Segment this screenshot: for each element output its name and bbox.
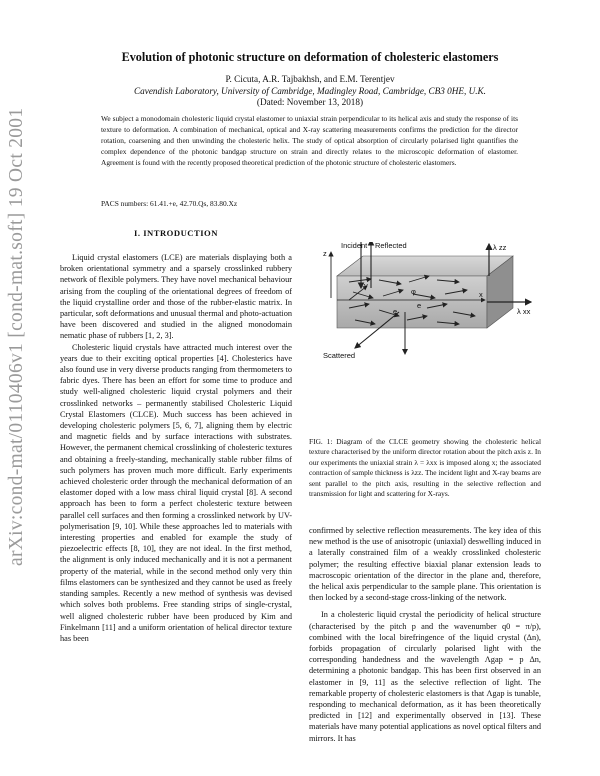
label-ek: e [393,307,398,316]
abstract: We subject a monodomain cholesteric liquid crystal elastomer to uniaxial strain perpendicular to its helical axis and study the response of its texture to deformation. A combination of mechanical, optical and X-ray scattering measurements confirms the prediction for the director rotation, coarsening and then unwinding the cholesteric helix. The study of optical absorption of circularly polarised light quantifies the complex dependence of the photonic bandgap structure on strain and directly relates to the microscopic deformation of elastomer. Agreement is found with the recently proposed theoretical prediction of the photonic structure of cholesteric elastomers. [101,114,518,167]
figure-caption: FIG. 1: Diagram of the CLCE geometry showing the cholesteric helical texture characterised by the uniform director rotation about the pitch axis z. In our experiments the uniaxial strain λ = λxx is imposed along x; the associated contraction of sample thickness is λzz. The incident light and X-ray beams are sent parallel to the pitch axis, resulting in the selective reflection and transmission for light and scattering for X-rays. [309,437,541,499]
label-ez: e [417,301,422,310]
label-y: y [364,281,368,290]
right-column [309,525,541,744]
authors: P. Cicuta, A.R. Tajbakhsh, and E.M. Terentjev [225,74,395,84]
label-incident: Incident [341,242,368,250]
left-column [60,252,292,644]
arxiv-stamp-text: arXiv:cond-mat/0110406v1 [cond-mat.soft] 19 Oct 2001 [6,107,27,566]
figure-clce-geometry [309,242,541,430]
label-reflected: Reflected [375,242,407,250]
label-phi: φ [411,287,416,296]
label-x: x [479,290,483,299]
paragraph: In a cholesteric liquid crystal the periodicity of helical structure (characterised by the pitch p and the wavenumber q0 = π/p), combined with the local birefringence of the liquid crystal (Δn), forbids propagation of circularly polarised light with the corresponding handedness and the wavelength Λgap = p Δn, determining a photonic bandgap. This has been first observed in an elastomer in [9, 11] as the selective reflection of light. The remarkable property of cholesteric elastomers is that Λgap is tunable, responding to mechanical deformation, as it has been theoretically predicted in [12] and experimentally observed in [13]. These materials have many potential applications as novel optical filters and mirrors. It has [309,610,541,743]
label-lambda-xx: λ xx [517,307,531,316]
paragraph: Liquid crystal elastomers (LCE) are materials displaying both a broken orientational symmetry and a sparsely crosslinked rubbery network of flexible polymers. They have novel mechanical behaviour arising from the coupling of the orientational degrees of freedom of the liquid crystalline order and those of the rubber-elastic matrix. In particular, soft deformations and unusual thermal and photo-actuation have been discovered and studied in the aligned monodomain nematic phase of rubbers [1, 2, 3]. [60,253,292,341]
author-block [60,74,560,109]
slab-top-face [337,256,513,276]
label-scattered: Scattered [323,351,356,360]
slab-front-face [337,276,487,328]
section-heading: I. INTRODUCTION [134,228,218,238]
arxiv-stamp [2,107,32,580]
date-line: (Dated: November 13, 2018) [256,97,364,107]
paragraph: Cholesteric liquid crystals have attracted much interest over the years due to their exciting optical properties [4]. Cholesterics have also found use in very diverse products ranging from thermometers to fabric dyes. There has been an effort for some time to produce and study well-aligned cholesteric liquid crystal polymers and their crosslinked networks – permanently stabilised Cholesteric Liquid Crystal Elastomers (CLCE). Much success has been achieved in developing cholesteric polymers [5, 6, 7], aligning them by electric and magnetic fields and by surface interactions with substrates. However, the permanent chemical crosslinking of cholesteric textures and obtaining a freely-standing, mechanically stable rubber films of such polymers has proven much more difficult. Early experiments achieved cholesteric order through the mechanical deformation of an elastomer doped with a low mass chiral liquid crystal [8]. A second approach has been to form a perfect cholesteric texture between parallel cell surfaces and then forming a crosslinked network by UV-polymerisation [9, 10]. While these approaches led to materials with interesting properties and enabled for example the study of piezoelectric effects [8, 10], they are not ideal. In the first method, the alignment is only induced mechanically and it is not a permanent property of the material, while in the second method only very thin films elastomers can be synthesized and they cannot be used as freely standing samples. Recently a new method of synthesis was devised which solves both problems. Free standing strips of single-crystal, well aligned cholesteric rubber have been produced by Kim and Finkelmann [11] and a uniform orientation of helical director texture has been [60,342,292,643]
pacs-numbers: PACS numbers: 61.41.+e, 42.70.Qs, 83.80.Xz [101,199,238,208]
paper-title: Evolution of photonic structure on deformation of cholesteric elastomers [121,50,499,64]
label-z: z [323,249,327,258]
paragraph: confirmed by selective reflection measurements. The key idea of this new method is the use of anisotropic (uniaxial) deswelling induced in a laterally constrained film of a weakly crosslinked cholesteric polymer; the resulting effective biaxial planar extension leads to macroscopic orientation of the director in the plane and, therefore, the helical axis perpendicular to the sample plane. This orientation is then locked by a second-stage cross-linking of the network. [309,526,541,603]
affiliation: Cavendish Laboratory, University of Cambridge, Madingley Road, Cambridge, CB3 0HE, U.K. [134,85,486,96]
label-lambda-zz: λ zz [493,243,507,252]
